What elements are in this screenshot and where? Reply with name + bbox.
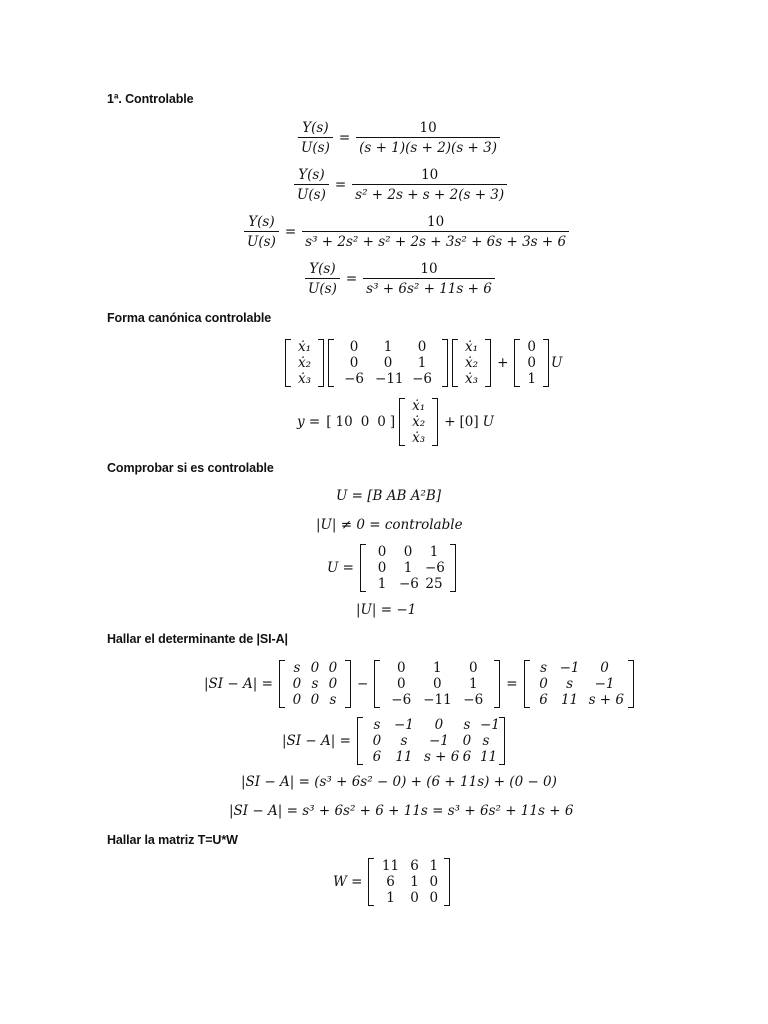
transfer-function-eq1: $\frac{Y(s)}{U(s)}$ = $\frac{10}{(s + 1)(s + 2)(s + 3)}$ xyxy=(296,120,502,156)
matrix-b: 0 0 1 xyxy=(514,339,549,387)
determinant-expansion: |SI − A| = (s³ + 6s² − 0) + (6 + 11s) + (0 − 0) xyxy=(241,774,557,790)
transfer-function-eq3: $\frac{Y(s)}{U(s)}$ = $\frac{10}{\text{s³ + 2s² + s² + 2s + 3s² + 6s + 3s + 6}}$ xyxy=(242,214,571,250)
transfer-function-eq2: $\frac{Y(s)}{U(s)}$ = $\frac{10}{\text{s² + 2s + s + 2(s + 3)}}$ xyxy=(292,167,509,203)
matrix-si: s 0 0 0 s 0 0 0 s xyxy=(279,660,351,708)
characteristic-polynomial: |SI − A| = s³ + 6s² + 6 + 11s = s³ + 6s² + 11s + 6 xyxy=(229,803,574,819)
input-u: U xyxy=(550,355,563,371)
controllability-matrix-def: U = [B AB A²B] xyxy=(336,488,442,504)
section-heading-check-controllable: Comprobar si es controlable xyxy=(107,461,274,475)
section-heading-controllable: 1ª. Controlable xyxy=(107,92,194,106)
state-equation: ẋ₁ ẋ₂ ẋ₃ 0 1 0 0 0 1 −6 −11 −6 ẋ₁ ẋ₂ ẋ₃ + 0 0 1 U xyxy=(283,339,562,387)
state-vector: ẋ₁ ẋ₂ ẋ₃ xyxy=(452,339,491,387)
w-matrix-eq: W = 11 6 1 6 1 0 1 0 0 xyxy=(333,858,452,906)
state-derivative-vector: ẋ₁ ẋ₂ ẋ₃ xyxy=(285,339,324,387)
matrix-a: 0 1 0 0 0 1 −6 −11 −6 xyxy=(328,339,448,387)
matrix-a-det: 0 1 0 0 0 1 −6 −11 −6 xyxy=(374,660,500,708)
output-equation: y = [ 10 0 0 ] ẋ₁ ẋ₂ ẋ₃ + [0] U xyxy=(297,398,495,446)
sarrus-matrix-eq: |SI − A| = s −1 0 s −1 0 s −1 0 s 6 11 s + 6 6 11 xyxy=(282,717,507,765)
section-heading-transform-matrix: Hallar la matriz T=U*W xyxy=(107,833,238,847)
section-heading-canonical-form: Forma canónica controlable xyxy=(107,311,272,325)
section-heading-determinant: Hallar el determinante de |SI-A| xyxy=(107,632,288,646)
controllability-matrix: U = 0 0 1 0 1 −6 1 −6 25 xyxy=(327,544,458,592)
controllability-determinant: |U| = −1 xyxy=(356,602,417,618)
controllability-condition: |U| ≠ 0 = controlable xyxy=(316,517,463,533)
matrix-si-minus-a: s −1 0 0 s −1 6 11 s + 6 xyxy=(524,660,634,708)
output-state-vector: ẋ₁ ẋ₂ ẋ₃ xyxy=(399,398,438,446)
characteristic-matrix-eq: |SI − A| = s 0 0 0 s 0 0 0 s − 0 1 0 0 0 1 −6 −11 −6 = s −1 0 0 s −1 6 11 s + 6 xyxy=(204,660,636,708)
transfer-function-eq4: $\frac{Y(s)}{U(s)}$ = $\frac{10}{\text{s³ + 6s² + 11s + 6}}$ xyxy=(303,261,497,297)
